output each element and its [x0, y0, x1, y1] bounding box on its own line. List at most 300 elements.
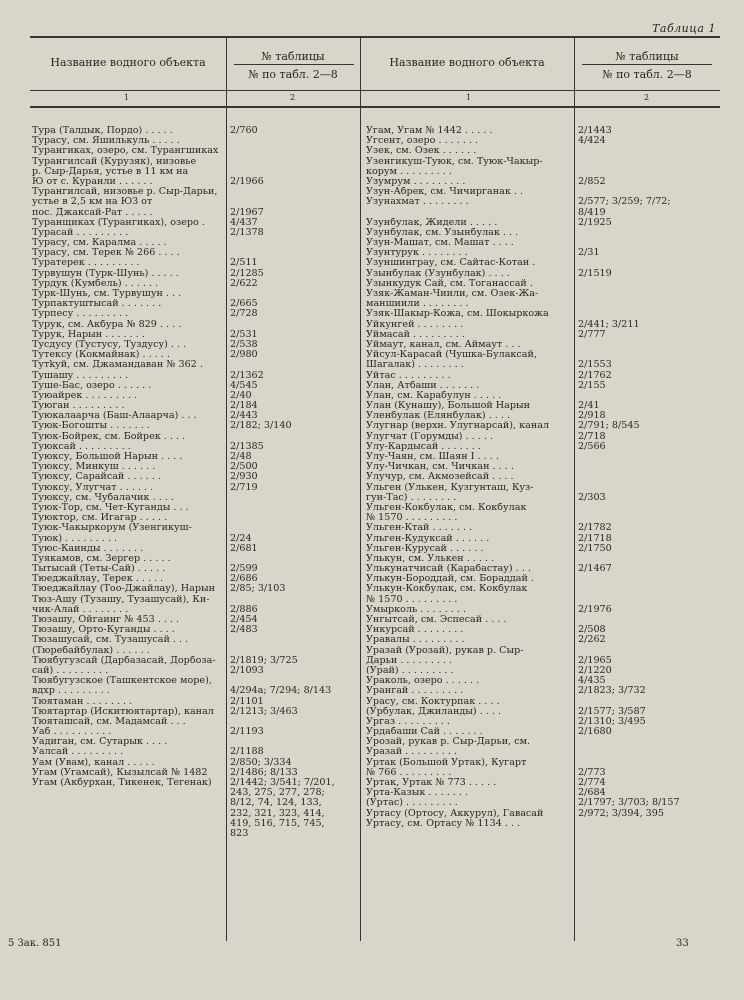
colnum-2-right: 2 — [644, 93, 650, 102]
table-row-number: 2/1762 — [578, 370, 612, 381]
top-rule — [30, 36, 720, 38]
table-row-number — [578, 615, 720, 625]
table-row-name: Туюк) . . . . . . . . . — [32, 533, 118, 544]
table-row-name: Уртасу, см. Ортасу № 1134 . . . — [366, 818, 521, 829]
table-row-number — [578, 157, 720, 167]
table-row-number — [230, 187, 358, 197]
table-row-name: р. Сыр-Дарья, устье в 11 км на — [32, 166, 189, 177]
table-row-name: Уалсай . . . . . . . . . — [32, 747, 124, 758]
table-row-name: Умырколь . . . . . . . . — [366, 604, 467, 615]
table-row-number: 4/424 — [578, 136, 606, 147]
table-row-number: 4/435 — [578, 676, 606, 687]
header-tableno-left: № таблицы — [261, 50, 325, 63]
table-row-name: Узунбулак, см. Узынбулак . . . — [366, 227, 519, 238]
table-row-number: 2/684 — [578, 788, 606, 799]
table-row-name: Ю от с. Куранли . . . . . . — [32, 176, 153, 187]
table-row-name: Уадиган, см. Сутарык . . . . — [32, 737, 168, 748]
header-subrule-left — [234, 64, 354, 65]
table-row-name: Тюеджайлау (Тоо-Джайлау), Нарын — [32, 584, 216, 595]
table-row-number: 2/538 — [230, 339, 258, 350]
table-row-name: Улу-Чаян, см. Шаян I . . . . — [366, 452, 499, 462]
table-row-number — [578, 299, 720, 309]
table-row-number — [230, 157, 358, 167]
table-row-number: 2/1101 — [230, 696, 264, 707]
table-row-number: 2/681 — [230, 543, 258, 554]
table-row-number: 2/31 — [578, 248, 600, 259]
table-row-number: 2/777 — [578, 329, 606, 340]
table-row-number: 2/566 — [578, 441, 606, 452]
table-row-number — [578, 737, 720, 747]
table-row-name: Тутkуй, см. Джамандаван № 362 . — [32, 360, 203, 371]
table-row-number — [230, 503, 358, 513]
table-row-number: 2/1750 — [578, 543, 612, 554]
table-row-name: Туюкалаарча (Баш-Алаарча) . . . — [32, 411, 197, 422]
table-row-name: Туюксу, Улугчат . . . . . . — [32, 482, 154, 493]
table-row-number: 2/1976 — [578, 604, 612, 615]
table-row-number: 4/437 — [230, 217, 258, 228]
table-row-number — [230, 717, 358, 727]
table-row-number: 2/760 — [230, 126, 258, 136]
table-row-name — [32, 829, 224, 839]
table-row-name: Турасу, см. Каралма . . . . . — [32, 238, 167, 249]
colnum-2-left: 2 — [290, 93, 296, 102]
table-row-name: Улькун-Кокбулак, см. Кокбулак — [366, 584, 528, 595]
table-row-name: Тюзашусай, см. Тузашусай . . . — [32, 635, 189, 646]
table-row-name: Ульген-Курусай . . . . . . — [366, 543, 484, 554]
table-row-name: Тусдусу (Тустусу, Туздусу) . . . — [32, 339, 187, 350]
table-row-number — [230, 146, 358, 156]
table-row-name: пос. Джаксай-Рат . . . . . — [32, 207, 153, 218]
table-row-number: 2/483 — [230, 625, 258, 636]
table-row-name: Уйтас . . . . . . . . . — [366, 370, 451, 381]
table-row-name: Узяк-Шакыр-Кожа, см. Шокыркожа — [366, 309, 549, 320]
table-row-number: 2/1823; 3/732 — [578, 686, 646, 697]
table-row-name: Урозай, рукав р. Сыр-Дарьи, см. — [366, 737, 531, 748]
table-row-name: Дарьи . . . . . . . . . — [366, 655, 453, 666]
header-subrule-right — [582, 64, 712, 65]
table-row-name — [32, 809, 224, 819]
table-row-name: Узунбулак, Жидели . . . . . — [366, 217, 498, 228]
table-row-number: 2/182; 3/140 — [230, 421, 292, 432]
table-row-name: корум . . . . . . . . . — [366, 166, 452, 177]
table-row-number — [230, 635, 358, 645]
table-row-name: Уртак (Большой Уртак), Кугарт — [366, 757, 527, 768]
table-row-name: (Урай) . . . . . . . . . — [366, 665, 454, 676]
table-row-number: 2/1310; 3/495 — [578, 716, 646, 727]
header-tableno-sub-right: № по табл. 2—8 — [602, 68, 692, 81]
table-row-number: 2/918 — [578, 411, 606, 422]
table-row-number: 2/1385 — [230, 441, 264, 452]
colnum-1-left: 1 — [124, 93, 130, 102]
table-row-name: Улькунатчисай (Карабастау) . . . — [366, 564, 531, 575]
header-rule — [30, 90, 720, 91]
table-row-name: Турасай . . . . . . . . . — [32, 227, 129, 238]
colnum-rule — [30, 106, 720, 108]
table-row-number — [578, 472, 720, 482]
table-row-number: 2/686 — [230, 574, 258, 585]
table-row-number: 2/599 — [230, 564, 258, 575]
table-row-number: 2/48 — [230, 452, 252, 462]
table-row-name: Тюятаман . . . . . . . . — [32, 696, 133, 707]
table-row-number: 2/622 — [230, 278, 258, 289]
table-row-number — [578, 462, 720, 472]
table-row-name: Узунтурук . . . . . . . . — [366, 248, 468, 259]
table-row-name: Туюк-Богошты . . . . . . . — [32, 421, 150, 432]
table-row-name: Уйкунгей . . . . . . . . — [366, 319, 464, 330]
table-row-name: Узунахмат . . . . . . . . — [366, 197, 469, 208]
table-row-number — [230, 554, 358, 564]
table-row-number — [578, 452, 720, 462]
table-row-number: 243, 275, 277, 278; — [230, 788, 325, 799]
table-row-name: Уйсул-Карасай (Чушка-Булаксай, — [366, 350, 537, 361]
table-row-name: Ульген (Улькен, Кузгунташ, Куз- — [366, 482, 534, 493]
table-row-number: 2/1797; 3/703; 8/157 — [578, 798, 680, 809]
table-row-name: Тура (Талдык, Пордо) . . . . . — [32, 126, 173, 136]
table-row-number: 2/184 — [230, 401, 258, 412]
table-row-number — [230, 493, 358, 503]
table-row-name: Туюктор, см. Игагар . . . . . — [32, 513, 168, 524]
table-row-name: вдхр . . . . . . . . . — [32, 686, 110, 697]
header-name-right: Название водного объекта — [389, 56, 545, 69]
table-row-number — [230, 737, 358, 747]
table-row-name: Уртасу (Ортосу, Аккурул), Гавасай — [366, 808, 544, 819]
table-label: Таблица 1 — [652, 22, 716, 35]
table-row-number: 2/1967 — [230, 207, 264, 218]
table-row-name: Узек, см. Озек . . . . . . — [366, 146, 477, 157]
table-row-number: 2/1093 — [230, 665, 264, 676]
table-row-number: 2/508 — [578, 625, 606, 636]
table-row-number: 2/1782 — [578, 523, 612, 534]
table-row-name: Улугнар (верхн. Улугнарсай), канал — [366, 421, 550, 432]
table-row-name: Уравалы . . . . . . . . . — [366, 635, 465, 646]
table-row-name: Туюс-Каинды . . . . . . . — [32, 543, 144, 554]
table-row-number: 2/972; 3/394, 395 — [578, 808, 664, 819]
table-row-name — [32, 839, 224, 849]
table-row-number: 2/454 — [230, 615, 258, 625]
header-name-left: Название водного объекта — [50, 56, 206, 69]
table-row-name: Узумрум . . . . . . . . . — [366, 176, 466, 187]
table-row-name: Шагалак) . . . . . . . . — [366, 360, 464, 371]
table-row-number: 2/303 — [578, 492, 606, 503]
table-row-number: 2/41 — [578, 401, 600, 412]
table-row-name: Ураколь, озеро . . . . . . — [366, 676, 480, 687]
table-row-name: Ургаз . . . . . . . . . — [366, 716, 450, 727]
table-row-name: Тюзашу, Орто-Куганды . . . . — [32, 625, 175, 636]
table-row-name: Узун-Машат, см. Машат . . . . — [366, 238, 514, 249]
table-row-name: Туюксай . . . . . . . . . — [32, 441, 131, 452]
table-row-name: Турдук (Кумбель) . . . . . . — [32, 278, 159, 289]
table-row-number: 2/852 — [578, 176, 606, 187]
table-row-number — [230, 839, 358, 849]
table-row-name: № 766 . . . . . . . . . — [366, 767, 452, 778]
table-row-name: Уразай (Урозай), рукав р. Сыр- — [366, 645, 524, 656]
table-row-number: 2/1443 — [578, 126, 612, 136]
table-row-number: 2/441; 3/211 — [578, 319, 640, 330]
table-row-name: (Уртас) . . . . . . . . . — [366, 798, 458, 809]
table-row-number: 2/718 — [578, 431, 606, 442]
table-row-name: Туюк-Тор, см. Чет-Куганды . . . — [32, 502, 189, 513]
table-row-name: Туше-Бас, озеро . . . . . . — [32, 380, 152, 391]
table-row-number — [230, 238, 358, 248]
table-row-number: 2/85; 3/103 — [230, 584, 286, 595]
table-row-number — [578, 646, 720, 656]
table-row-number: 2/531 — [230, 329, 258, 340]
table-row-name: Угам, Угам № 1442 . . . . . — [366, 126, 493, 136]
table-row-name: Узынбулак (Узунбулак) . . . . — [366, 268, 510, 279]
table-row-name: Урдабаши Сай . . . . . . . — [366, 727, 483, 738]
table-row-number: 2/1966 — [230, 176, 264, 187]
table-row-number — [230, 513, 358, 523]
table-row-number: 2/1925 — [578, 217, 612, 228]
table-row-number — [578, 146, 720, 156]
table-row-number: 2/1467 — [578, 564, 612, 575]
table-row-name: Унгытсай, см. Эспесай . . . . — [366, 615, 507, 625]
table-row-name: Турук, см. Акбура № 829 . . . . — [32, 319, 182, 330]
table-row-name: Уразай . . . . . . . . . — [366, 747, 458, 758]
table-row-number — [578, 584, 720, 594]
table-row-name: Урангай . . . . . . . . . — [366, 686, 464, 697]
table-row-name: Турпактуштысай . . . . . . . — [32, 299, 162, 310]
table-row-number — [230, 523, 358, 533]
table-row-number — [578, 340, 720, 350]
table-row-number: 2/791; 8/545 — [578, 421, 640, 432]
table-row-name: № 1570 . . . . . . . . . — [366, 513, 458, 524]
table-row-number: 823 — [230, 828, 249, 839]
table-row-name — [366, 829, 572, 839]
table-row-number: 2/1442; 3/541; 7/201, — [230, 778, 335, 788]
table-row-number: 2/1577; 3/587 — [578, 706, 646, 717]
table-row-number: 2/1965 — [578, 655, 612, 666]
table-row-name: Угам (Акбурхан, Тикенек, Тегенак) — [32, 778, 212, 788]
table-row-name: Туюк-Бойрек, см. Бойрек . . . . — [32, 431, 186, 442]
table-row-name: Урасу, см. Коктурпак . . . . — [366, 696, 500, 707]
table-row-number — [230, 197, 358, 207]
divider-1 — [226, 36, 227, 941]
table-row-name: Турангилсай (Курузяк), низовье — [32, 156, 197, 167]
table-row-name: Улан, см. Карабулун . . . . . — [366, 390, 502, 401]
table-row-name: Улу-Чичкан, см. Чичкан . . . . — [366, 462, 514, 473]
table-row-number: 2/1213; 3/463 — [230, 706, 298, 717]
table-row-number — [230, 676, 358, 686]
table-row-number: 2/850; 3/334 — [230, 757, 292, 768]
table-row-name: Угсент, озеро . . . . . . . — [366, 136, 479, 147]
table-row-name: гун-Тас) . . . . . . . . — [366, 492, 457, 503]
table-row-name: (Тюребайбулак) . . . . . . — [32, 645, 150, 656]
header-tableno-right: № таблицы — [615, 50, 679, 63]
table-row-name — [32, 819, 224, 829]
table-row-number — [578, 187, 720, 197]
table-row-number — [578, 350, 720, 360]
table-row-number — [230, 360, 358, 370]
table-row-name: Тюеджайлау, Терек . . . . . — [32, 574, 164, 585]
table-row-number — [230, 248, 358, 258]
table-row-name: Улучур, см. Акмозейсай . . . . — [366, 472, 514, 483]
table-row-name: Улугчат (Горумды) . . . . . — [366, 431, 494, 442]
table-row-name: сай) . . . . . . . . . — [32, 665, 109, 676]
table-row-number: 2/773 — [578, 767, 606, 778]
table-row-name: Узенгикуш-Туюк, см. Туюк-Чакыр- — [366, 156, 543, 167]
table-row-name: Тюябугузсай (Дарбазасай, Дорбоза- — [32, 655, 216, 666]
table-row-name: Узынкудук Сай, см. Тоганассай . — [366, 278, 533, 289]
table-row-name: № 1570 . . . . . . . . . — [366, 594, 458, 605]
table-row-number: 2/719 — [230, 482, 258, 493]
table-row-name: Узуншинграу, см. Сайтас-Котан . — [366, 258, 536, 269]
table-row-name: Ульген-Кокбулак, см. Кокбулак — [366, 502, 527, 513]
table-row-name: Улькун, см. Улькен . . . . . — [366, 553, 495, 564]
left-number-column — [230, 126, 358, 849]
table-row-name — [32, 788, 224, 798]
table-row-number: 2/1285 — [230, 268, 264, 279]
table-row-number — [578, 513, 720, 523]
table-row-name: Туюайрек . . . . . . . . . — [32, 390, 138, 401]
table-row-number: 4/294a; 7/294; 8/143 — [230, 686, 332, 697]
table-row-name: Уаб . . . . . . . . . . — [32, 727, 112, 738]
table-row-name: Узун-Абрек, см. Чичирганак . . — [366, 187, 524, 198]
table-row-name: Уймасай . . . . . . . . . — [366, 329, 465, 340]
table-row-number: 2/886 — [230, 604, 258, 615]
table-row-name: Туюксу, Минкуш . . . . . . — [32, 462, 156, 473]
table-row-name: (Урбулак, Джиланды) . . . . — [366, 706, 502, 717]
table-row-number — [578, 167, 720, 177]
table-row-number: 2/1486; 8/133 — [230, 767, 298, 778]
table-row-number — [578, 595, 720, 605]
table-row-name: маншиили . . . . . . . . — [366, 299, 469, 310]
table-row-name: Турасу, см. Терек № 266 . . . . — [32, 248, 180, 259]
table-row-number: 2/980 — [230, 350, 258, 361]
table-row-number: 2/1819; 3/725 — [230, 655, 298, 666]
table-row-number: 2/24 — [230, 533, 252, 544]
table-row-name: Турк-Шунь, см. Турвушун . . . — [32, 289, 182, 299]
table-row-name: Угам (Угамсай), Кызылсай № 1482 — [32, 767, 208, 778]
table-row-number — [230, 646, 358, 656]
table-row-name: Туюган . . . . . . . . . — [32, 401, 125, 412]
table-row-number — [578, 391, 720, 401]
table-row-number: 2/1680 — [578, 727, 612, 738]
table-row-number: 2/1362 — [230, 370, 264, 381]
table-row-number: 2/774 — [578, 778, 606, 788]
right-number-column — [578, 126, 720, 829]
table-row-name: Улькун-Бороддай, см. Бораддай . — [366, 574, 534, 585]
table-row-number — [578, 279, 720, 289]
table-row-name: Ульген-Кудуксай . . . . . . — [366, 533, 490, 544]
table-row-name — [366, 208, 572, 218]
table-row-number: 2/155 — [578, 380, 606, 391]
table-row-number: 2/930 — [230, 472, 258, 483]
colnum-1-right: 1 — [466, 93, 472, 102]
divider-3 — [574, 36, 575, 941]
table-row-name: устье в 2,5 км на ЮЗ от — [32, 197, 153, 208]
table-row-number — [578, 228, 720, 238]
table-row-number — [578, 289, 720, 299]
table-row-name: Туякамов, см. Зергер . . . . . — [32, 553, 171, 564]
table-row-number — [230, 432, 358, 442]
table-row-name: Тытысай (Теты-Сай) . . . . . — [32, 564, 166, 575]
table-row-number: 2/511 — [230, 258, 258, 269]
table-row-name: Туюксу, см. Чубалачик . . . . — [32, 492, 174, 503]
table-row-name: Ункурсай . . . . . . . . — [366, 625, 464, 636]
table-row-name: Туюк-Чакыркорум (Узенгикуш- — [32, 523, 192, 534]
table-row-number: 8/12, 74, 124, 133, — [230, 798, 322, 809]
page-number: 33 — [676, 938, 689, 949]
table-row-name: Турангилсай, низовье р. Сыр-Дарьи, — [32, 187, 218, 198]
table-row-name: Тюзашу, Ойгаинг № 453 . . . . — [32, 615, 180, 625]
table-row-name — [32, 798, 224, 808]
table-row-name: Туюксу, Большой Нарын . . . . — [32, 452, 183, 462]
table-row-number: 2/1378 — [230, 227, 264, 238]
table-row-name: Уймаут, канал, см. Аймаут . . . — [366, 339, 521, 350]
table-row-name: Улан, Атбаши . . . . . . . — [366, 380, 480, 391]
table-row-number: 2/1553 — [578, 360, 612, 371]
table-row-name: Тюяташсай, см. Мадамсай . . . — [32, 716, 186, 727]
table-row-name: Турпесу . . . . . . . . . — [32, 309, 129, 320]
table-row-name: Уам (Увам), канал . . . . . — [32, 757, 155, 768]
right-name-column — [366, 126, 572, 839]
table-row-name: Тутексу (Кокмайнак) . . . . . — [32, 350, 170, 361]
table-row-number: 2/1188 — [230, 747, 264, 758]
table-row-number — [578, 483, 720, 493]
table-row-name: Урта-Казык . . . . . . . — [366, 788, 469, 799]
table-row-number: 2/665 — [230, 299, 258, 310]
table-row-name: Узяк-Жаман-Чиили, см. Озек-Жа- — [366, 289, 539, 299]
table-row-name: чик-Алай . . . . . . . . — [32, 604, 129, 615]
table-row-number — [230, 595, 358, 605]
table-row-number: 2/1718 — [578, 533, 612, 544]
table-row-number: 4/545 — [230, 380, 258, 391]
table-row-number: 2/500 — [230, 462, 258, 473]
divider-2 — [360, 36, 361, 941]
table-row-name: Турасу, см. Яшилькуль . . . . . — [32, 136, 180, 147]
table-row-number: 2/728 — [230, 309, 258, 320]
table-row-name: Тушашу . . . . . . . . . — [32, 370, 129, 381]
table-row-number: 232, 321, 323, 414, — [230, 808, 325, 819]
table-row-number — [578, 574, 720, 584]
table-row-number: 8/419 — [578, 207, 606, 218]
table-row-name: Тюябугузское (Ташкентское море), — [32, 676, 212, 687]
table-row-name: Туюксу, Сарайсай . . . . . . — [32, 472, 161, 483]
table-row-number: 2/1519 — [578, 268, 612, 279]
table-row-number: 419, 516, 715, 745, — [230, 818, 325, 829]
table-row-number — [578, 554, 720, 564]
table-row-number: 2/1193 — [230, 727, 264, 738]
table-row-number — [578, 819, 720, 829]
table-row-number — [578, 758, 720, 768]
table-row-name: Турук, Нарын . . . . . . . — [32, 329, 145, 340]
footer-order-note: 5 Зак. 851 — [8, 938, 62, 949]
table-row-name: Ульген-Ктай . . . . . . . — [366, 523, 473, 534]
table-row-number — [578, 503, 720, 513]
table-row-name: Тюз-Ашу (Тузашу, Тузашусай), Ки- — [32, 594, 210, 605]
table-row-name: Улу-Кардысай . . . . . . . — [366, 441, 481, 452]
table-row-number: 2/1220 — [578, 665, 612, 676]
table-row-name: Туранщиках (Турангиках), озеро . — [32, 217, 205, 228]
table-row-name: Улан (Кунашу), Большой Нарын — [366, 401, 531, 412]
table-row-number — [578, 747, 720, 757]
table-row-name: Уленбулак (Елянбулак) . . . . — [366, 411, 511, 422]
table-row-number: 2/443 — [230, 411, 258, 422]
table-row-number — [578, 697, 720, 707]
table-row-name: Турвушун (Турк-Шунь) . . . . . — [32, 268, 179, 279]
table-row-name: Уртак, Уртак № 773 . . . . . — [366, 778, 497, 788]
table-row-number — [230, 289, 358, 299]
table-row-number — [230, 167, 358, 177]
table-row-number: 2/262 — [578, 635, 606, 646]
table-row-name: Турангиках, озеро, см. Турангшиках — [32, 146, 219, 157]
table-row-number: 2/40 — [230, 390, 252, 401]
table-row-number — [578, 238, 720, 248]
table-row-number — [230, 320, 358, 330]
table-row-name: Туратерек . . . . . . . . . — [32, 258, 140, 269]
table-row-number — [230, 136, 358, 146]
